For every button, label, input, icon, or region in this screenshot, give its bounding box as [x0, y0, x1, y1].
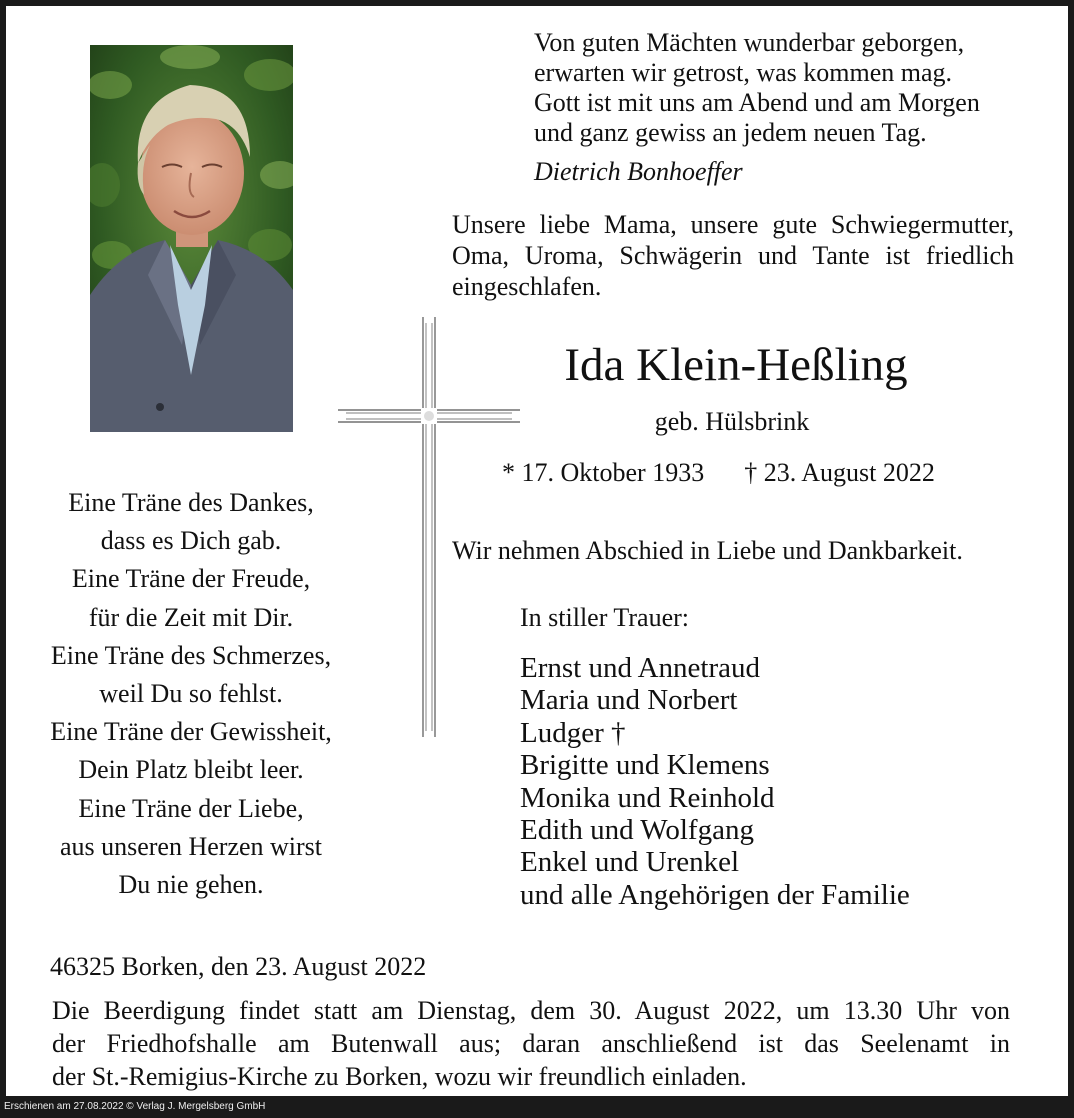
funeral-line: der Friedhofshalle am Butenwall aus; daran anschließend ist das Seelenamt in — [52, 1029, 1010, 1058]
poem-line: Eine Träne der Gewissheit, — [50, 717, 332, 747]
publisher-footer: Erschienen am 27.08.2022 © Verlag J. Mergelsberg GmbH — [4, 1101, 266, 1112]
poem-line: Eine Träne der Freude, — [71, 564, 311, 594]
poem-line: aus unseren Herzen wirst — [59, 831, 323, 861]
poem-line: und ganz gewiss an jedem neuen Tag. — [534, 118, 927, 147]
mourning-label: In stiller Trauer: — [520, 603, 689, 632]
place-date: 46325 Borken, den 23. August 2022 — [50, 952, 427, 981]
mourners-list — [520, 652, 910, 911]
maiden-name: geb. Hülsbrink — [654, 407, 810, 436]
mourner: Enkel und Urenkel — [520, 846, 740, 879]
mourner: Edith und Wolfgang — [520, 814, 754, 847]
poem-line: Von guten Mächten wunderbar geborgen, — [534, 28, 965, 57]
mourner: Maria und Norbert — [520, 684, 738, 717]
tears-poem — [26, 484, 356, 904]
portrait-photo — [90, 45, 293, 432]
mourner: Ludger † — [520, 716, 626, 749]
poem-line: Dein Platz bleibt leer. — [78, 755, 304, 785]
poem-line: Du nie gehen. — [118, 870, 264, 900]
funeral-line: der St.-Remigius-Kirche zu Borken, wozu wir freundlich einladen. — [52, 1062, 747, 1091]
farewell-text: Wir nehmen Abschied in Liebe und Dankbarkeit. — [452, 536, 963, 565]
birth-date: * 17. Oktober 1933 — [502, 458, 705, 487]
poem-line: Eine Träne des Schmerzes, — [50, 640, 332, 670]
mourner: Brigitte und Klemens — [520, 749, 770, 782]
mourner: und alle Angehörigen der Familie — [520, 878, 910, 911]
poem-line: dass es Dich gab. — [100, 526, 282, 556]
funeral-line: Die Beerdigung findet statt am Dienstag, dem 30. August 2022, um 13.30 Uhr von — [52, 996, 1010, 1025]
funeral-notice — [52, 994, 1010, 1093]
intro-text — [452, 209, 1014, 302]
obituary-page — [6, 6, 1068, 1096]
poem-line: weil Du so fehlst. — [99, 679, 283, 709]
intro-line: Unsere liebe Mama, unsere gute Schwiegermutter, — [452, 210, 1014, 239]
intro-line: eingeschlafen. — [452, 272, 602, 301]
poem-author: Dietrich Bonhoeffer — [534, 157, 743, 186]
poem-line: für die Zeit mit Dir. — [88, 602, 294, 632]
intro-line: Oma, Uroma, Schwägerin und Tante ist friedlich — [452, 241, 1014, 270]
poem-line: erwarten wir getrost, was kommen mag. — [534, 58, 953, 87]
poem-line: Eine Träne der Liebe, — [78, 793, 304, 823]
death-date: † 23. August 2022 — [744, 458, 935, 487]
life-dates — [502, 458, 935, 488]
mourner: Monika und Reinhold — [520, 781, 775, 814]
bonhoeffer-poem — [534, 28, 1034, 148]
poem-line: Gott ist mit uns am Abend und am Morgen — [534, 88, 980, 117]
poem-line: Eine Träne des Dankes, — [68, 488, 314, 517]
deceased-name: Ida Klein-Heßling — [564, 339, 908, 391]
mourner: Ernst und Annetraud — [520, 652, 761, 684]
